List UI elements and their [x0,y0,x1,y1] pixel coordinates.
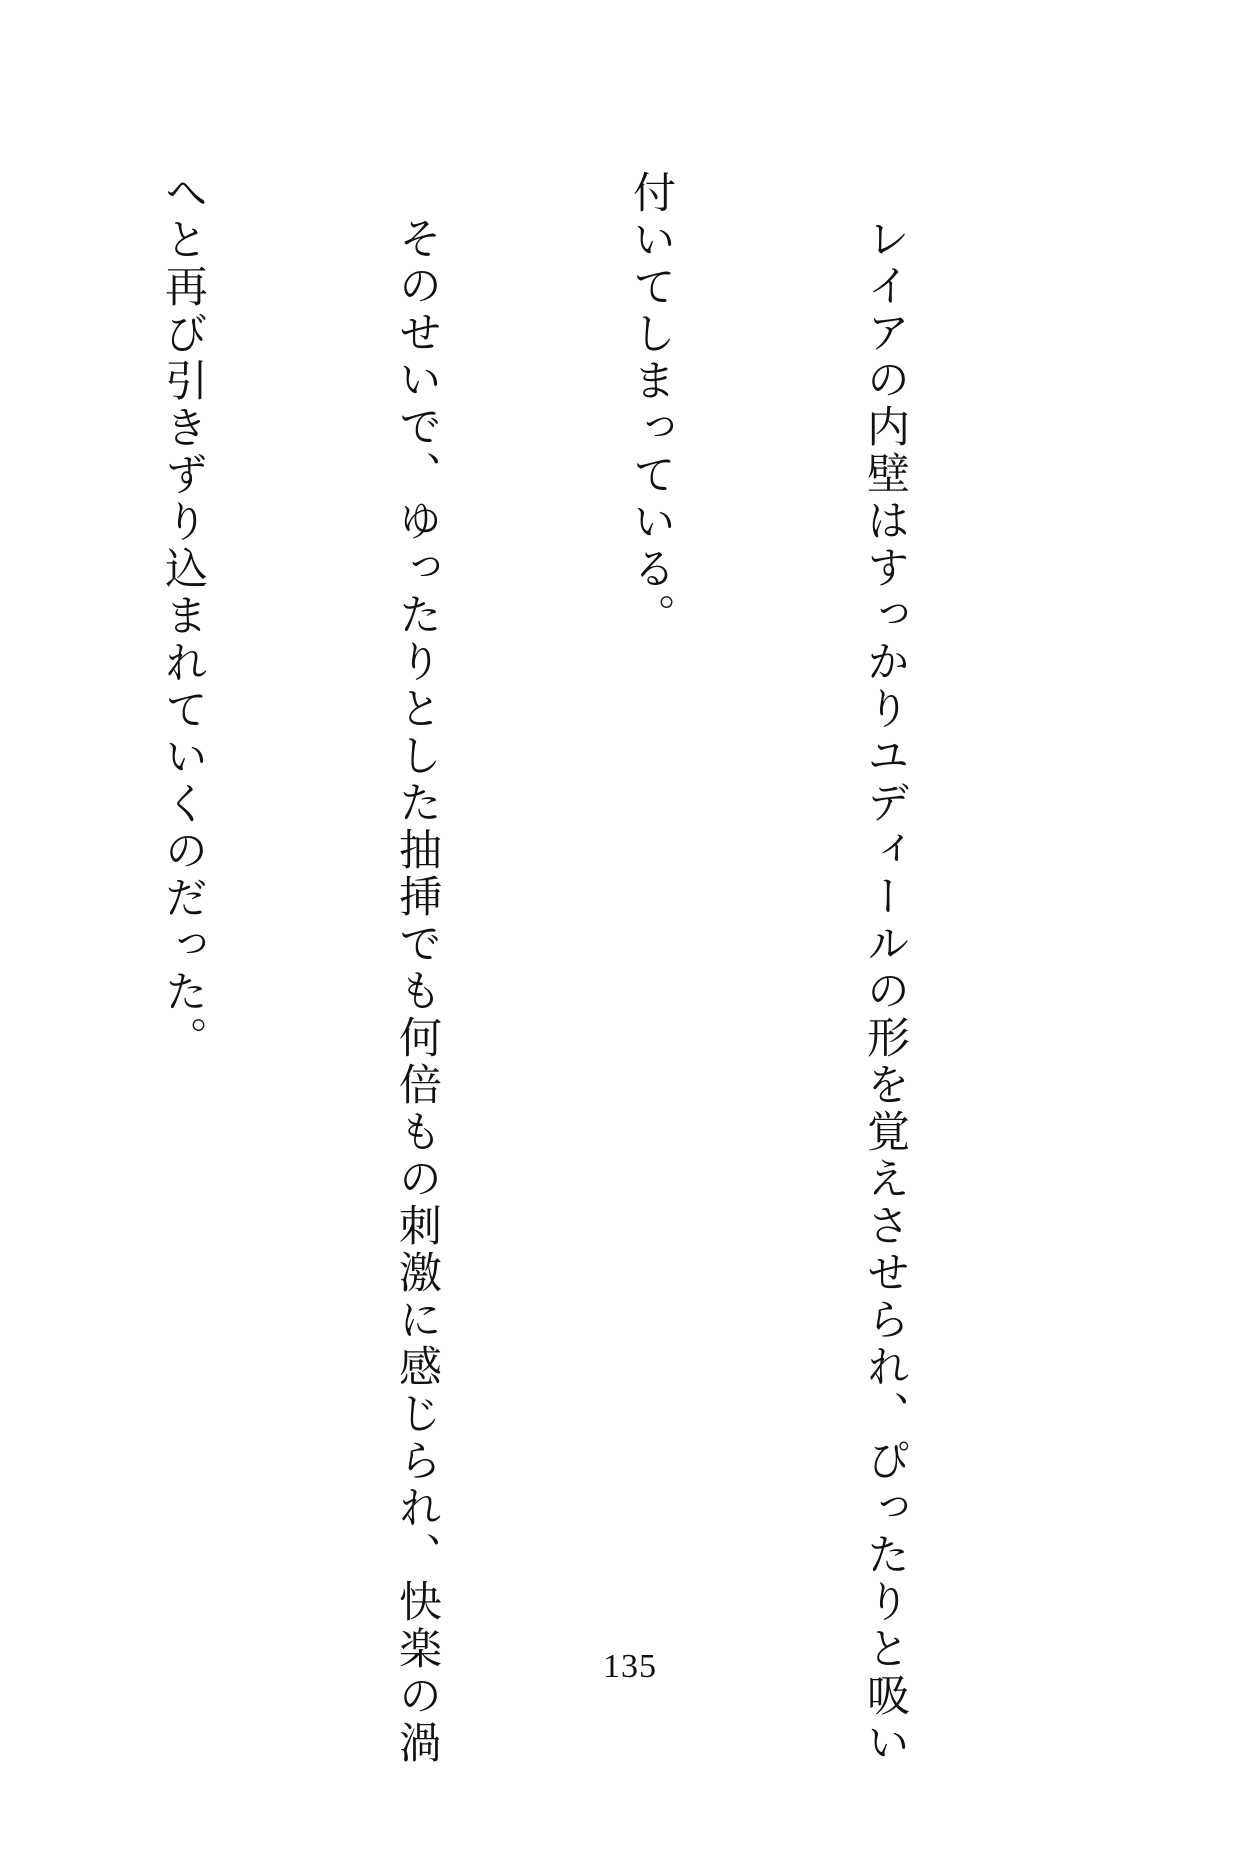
text-line-1: レイアの内壁はすっかりユディールの形を覚えさせられ、ぴったりと吸い [860,216,910,1767]
text-line-2: 付いてしまっている。 [626,170,676,640]
text-line-3: そのせいで、ゆったりとした抽挿でも何倍もの刺激に感じられ、快楽の渦 [392,216,442,1767]
page-number: 135 [603,1648,657,1685]
text-line-4: へと再び引きずり込まれていくのだった。 [158,170,208,1063]
